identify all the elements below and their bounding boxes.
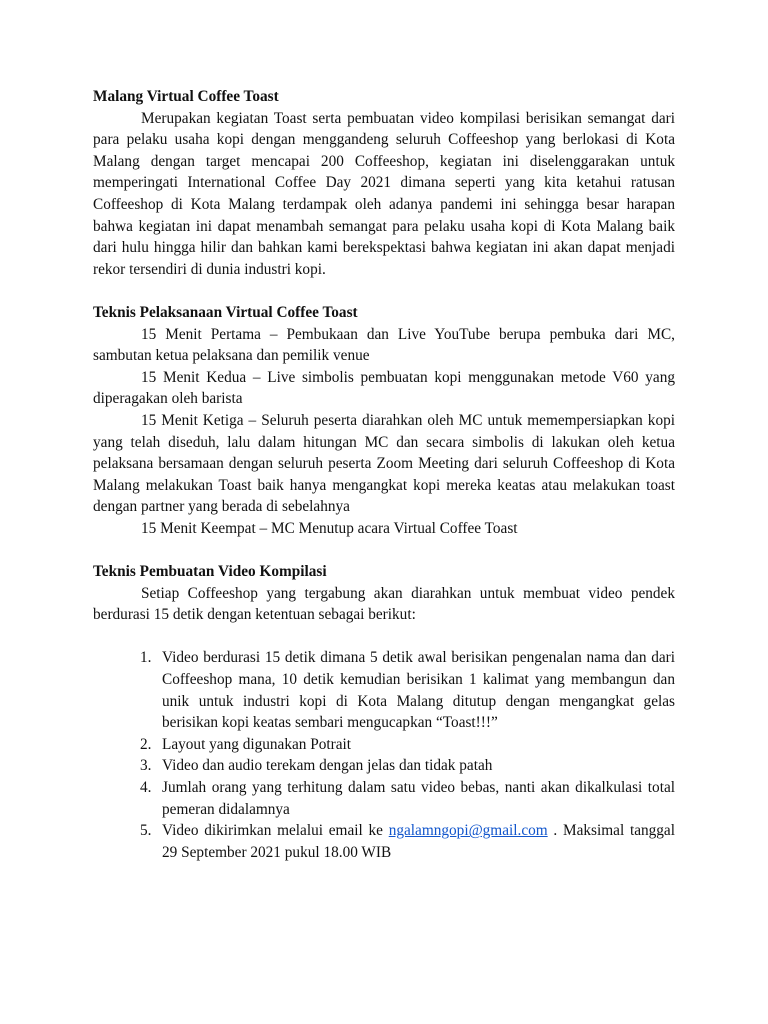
list-item-text-after: . Maksimal tanggal 29 September 2021 pukul 18.00 WIB (162, 822, 675, 861)
list-item-text: Layout yang digunakan Potrait (162, 735, 352, 753)
email-link[interactable]: ngalamngopi@gmail.com (388, 822, 548, 840)
section-title-teknis-pelaksanaan: Teknis Pelaksanaan Virtual Coffee Toast (93, 303, 358, 321)
list-item-text: Video dan audio terekam dengan jelas dan tidak patah (162, 757, 493, 775)
section-intro-paragraph: Setiap Coffeeshop yang tergabung akan diarahkan untuk membuat video pendek berdurasi 15 detik dengan ketentuan sebagai berikut: (93, 584, 675, 624)
spacer (93, 539, 675, 561)
list-item-number: 3. (140, 757, 152, 775)
list-item-number: 2. (140, 735, 152, 753)
list-item (93, 820, 675, 863)
schedule-item-4: 15 Menit Keempat – MC Menutup acara Virtual Coffee Toast (141, 519, 518, 537)
list-item (93, 755, 675, 777)
list-item-text: Jumlah orang yang terhitung dalam satu video bebas, nanti akan dikalkulasi total pemeran didalamnya (162, 779, 675, 818)
list-item (93, 777, 675, 820)
spacer (93, 280, 675, 302)
list-item-number: 1. (140, 649, 152, 667)
list-item-text: Video berdurasi 15 detik dimana 5 detik awal berisikan pengenalan nama dan dari Coffeeshop mana, 10 detik kemudian berisikan 1 kalimat yang membangun dan unik untuk industri kopi di Kota Malang ditutup dengan mengangkat gelas berisikan kopi keatas sembari mengucapkan “Toast!!!” (162, 649, 675, 732)
section-title-teknis-pembuatan-video: Teknis Pembuatan Video Kompilasi (93, 563, 327, 581)
section-title-malang-virtual-coffee-toast: Malang Virtual Coffee Toast (93, 88, 279, 105)
schedule-item-1: 15 Menit Pertama – Pembukaan dan Live YouTube berupa pembuka dari MC, sambutan ketua pelaksana dan pemilik venue (93, 325, 675, 365)
schedule-item-3: 15 Menit Ketiga – Seluruh peserta diarahkan oleh MC untuk memempersiapkan kopi yang telah diseduh, lalu dalam hitungan MC dan secara simbolis di lakukan oleh ketua pelaksana bersamaan dengan seluruh peserta Zoom Meeting dari seluruh Coffeeshop di Kota Malang melakukan Toast baik hanya mengangkat kopi mereka keatas atau melakukan toast dengan partner yang berada di sebelahnya (93, 411, 675, 516)
list-item (93, 647, 675, 733)
document-page (93, 86, 675, 863)
list-item-number: 5. (140, 822, 152, 840)
schedule-item-2: 15 Menit Kedua – Live simbolis pembuatan kopi menggunakan metode V60 yang diperagakan oleh barista (93, 368, 675, 408)
list-item-text-before: Video dikirimkan melalui email ke (162, 822, 389, 840)
requirements-list (93, 647, 675, 863)
spacer (93, 626, 675, 648)
section-body-paragraph: Merupakan kegiatan Toast serta pembuatan video kompilasi berisikan semangat dari para pelaku usaha kopi dengan menggandeng seluruh Coffeeshop yang berlokasi di Kota Malang dengan target mencapai 200 Coffeeshop, kegiatan ini diselenggarakan untuk memperingati International Coffee Day 2021 dimana seperti yang kita ketahui ratusan Coffeeshop di Kota Malang terdampak oleh adanya pandemi ini sehingga besar harapan bahwa kegiatan ini dapat menambah semangat para pelaku usaha kopi di Kota Malang baik dari hulu hingga hilir dan bahkan kami berekspektasi bahwa kegiatan ini akan dapat menjadi rekor tersendiri di dunia industri kopi. (93, 109, 675, 278)
list-item (93, 734, 675, 756)
list-item-number: 4. (140, 779, 152, 796)
